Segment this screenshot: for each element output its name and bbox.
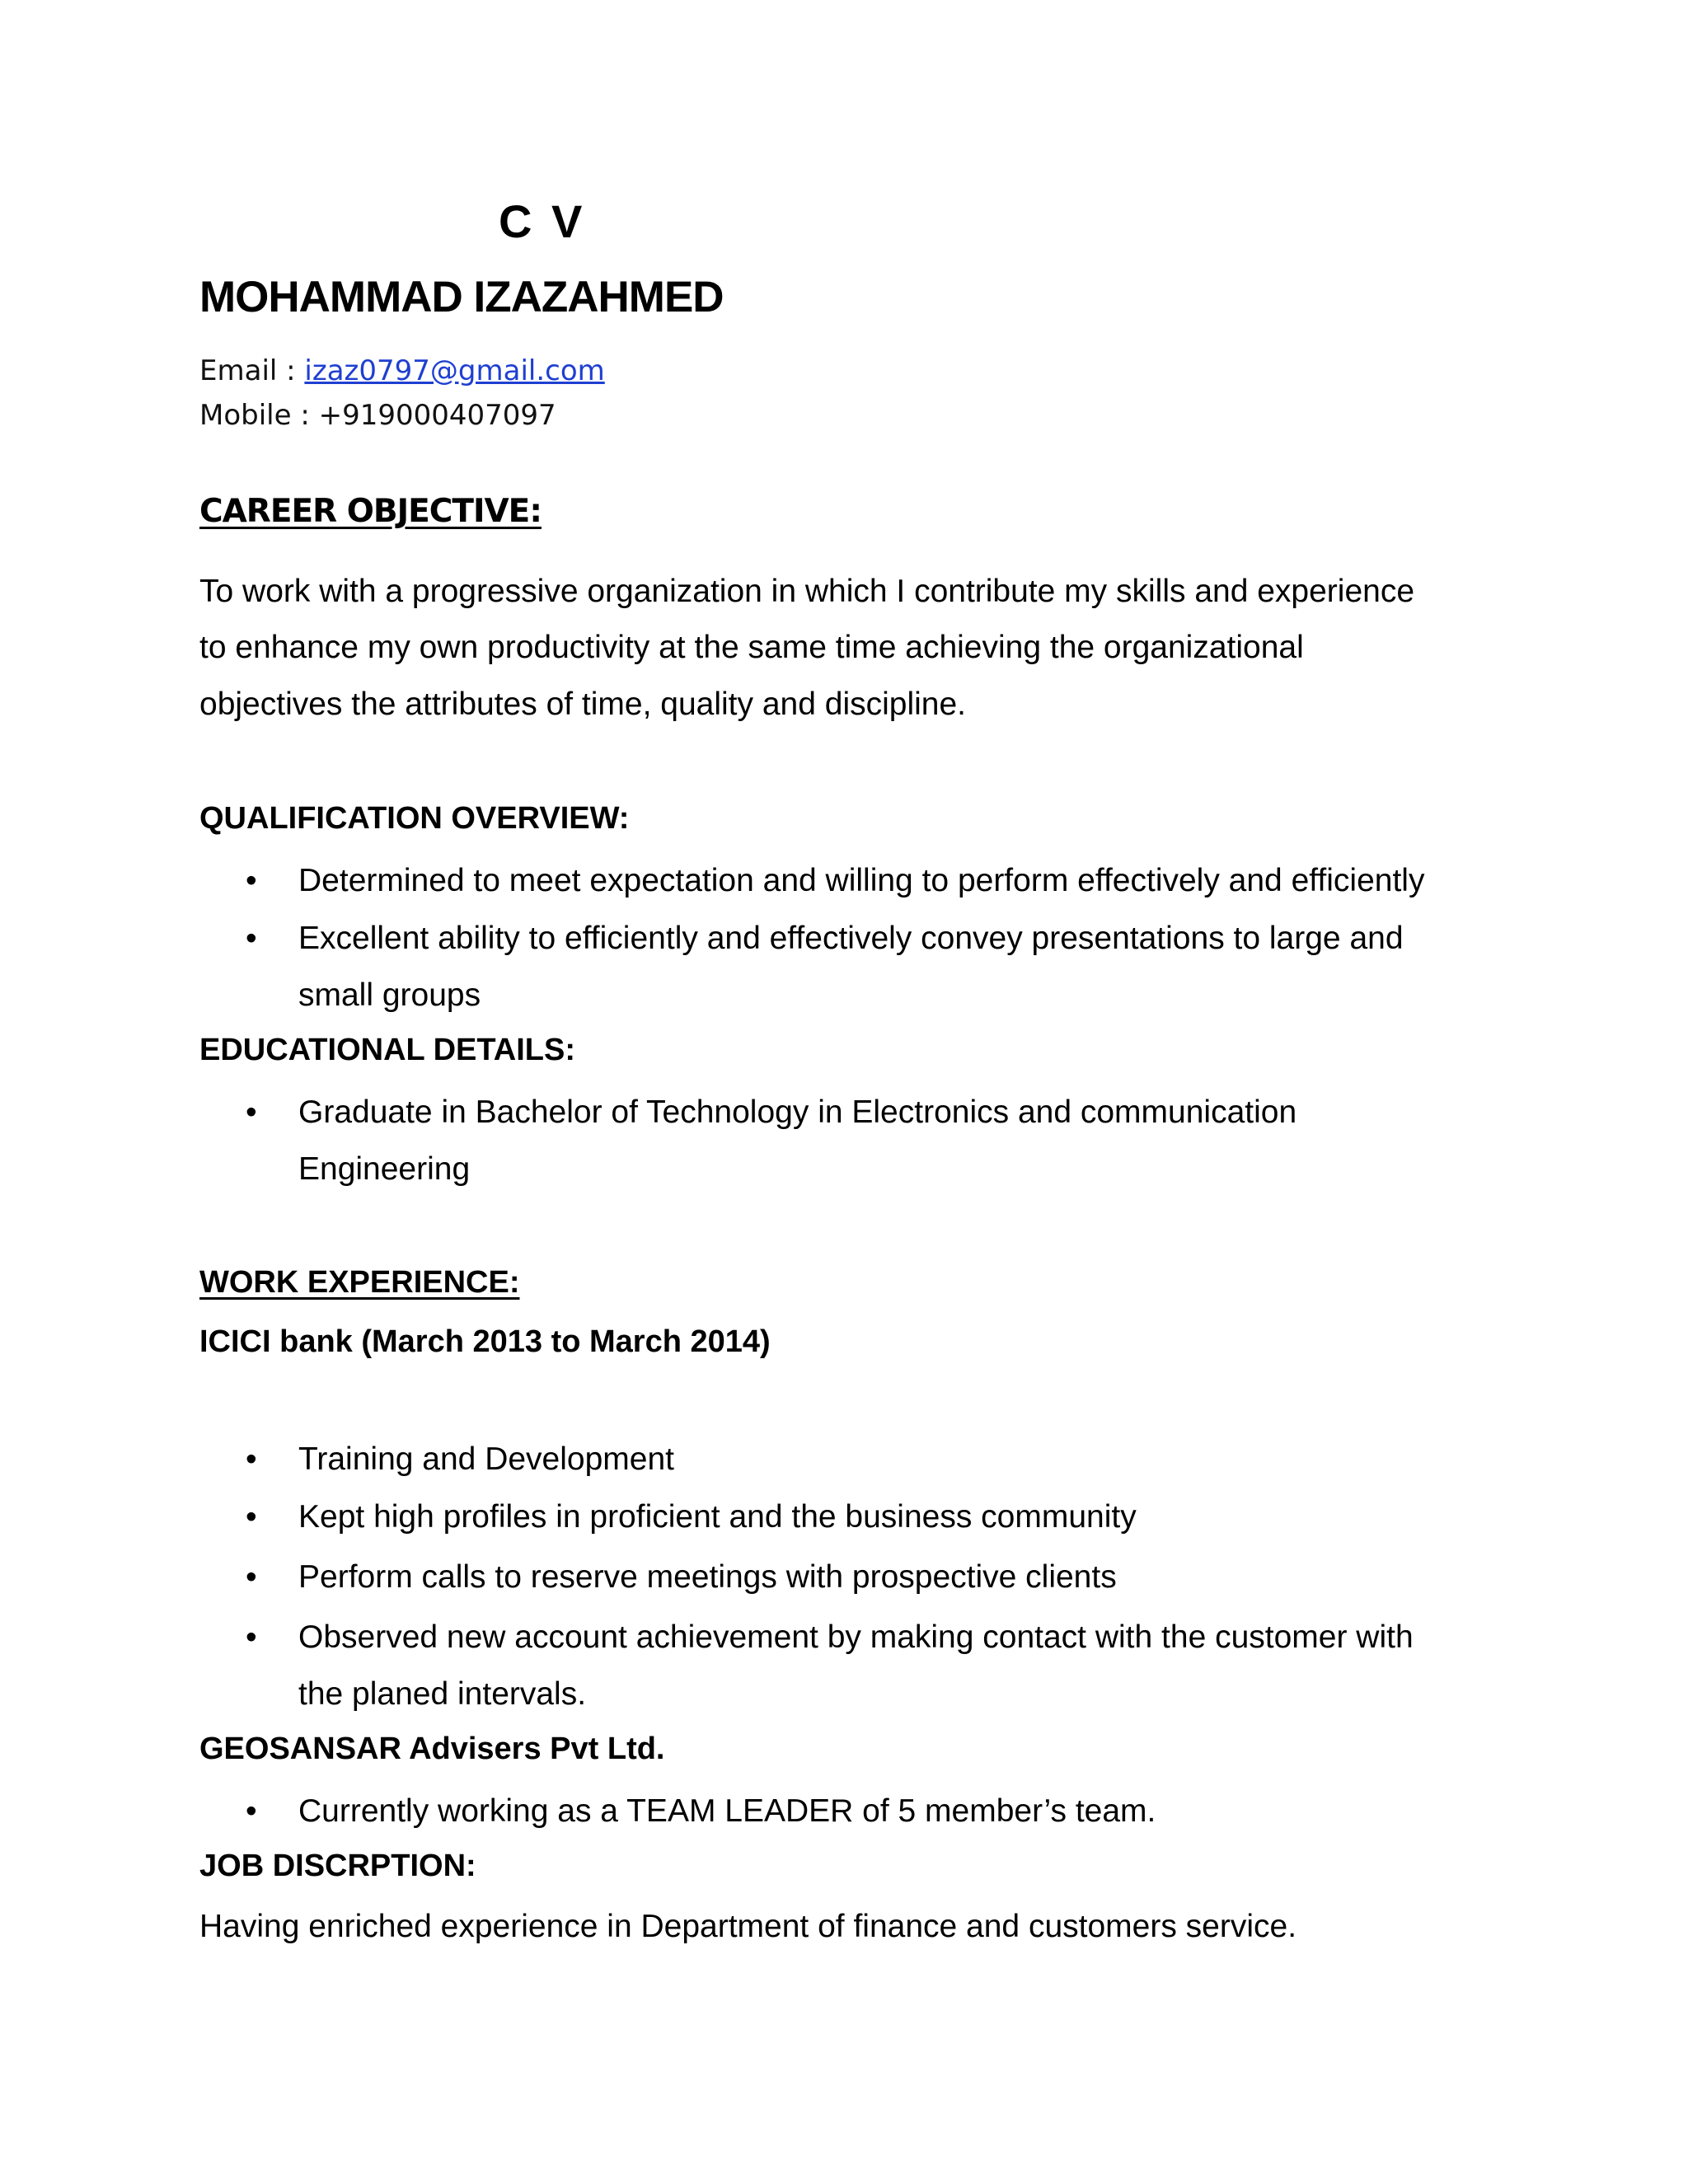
list-item-text: Perform calls to reserve meetings with prospective clients	[298, 1559, 1117, 1595]
list-item-text: small groups	[298, 977, 481, 1013]
career-objective-heading: CAREER OBJECTIVE:	[199, 493, 542, 530]
education-heading: EDUCATIONAL DETAILS:	[199, 1033, 575, 1067]
job-description-text: Having enriched experience in Department of finance and customers service.	[199, 1909, 1297, 1944]
list-item-text: Training and Development	[298, 1441, 674, 1477]
job-description-heading: JOB DISCRPTION:	[199, 1849, 476, 1883]
career-objective-line: To work with a progressive organization in which I contribute my skills and experience	[199, 574, 1415, 609]
bullet-icon: •	[246, 1619, 257, 1655]
bullet-icon: •	[246, 863, 257, 898]
list-item-text: Kept high profiles in proficient and the business community	[298, 1499, 1137, 1535]
career-objective-line: objectives the attributes of time, quality and discipline.	[199, 687, 967, 722]
list-item-text: Observed new account achievement by making contact with the customer with	[298, 1619, 1414, 1655]
document-title: C V	[499, 195, 586, 247]
bullet-icon: •	[246, 1559, 257, 1595]
bullet-icon: •	[246, 1441, 257, 1477]
employer-title: ICICI bank (March 2013 to March 2014)	[199, 1324, 771, 1359]
mobile-number: +919000407097	[318, 399, 556, 432]
email-line	[199, 354, 605, 387]
qualification-heading: QUALIFICATION OVERVIEW:	[199, 801, 630, 836]
list-item-text: the planed intervals.	[298, 1676, 587, 1712]
bullet-icon: •	[246, 1499, 257, 1535]
list-item-text: Excellent ability to efficiently and effectively convey presentations to large and	[298, 921, 1404, 956]
email-label: Email :	[199, 354, 305, 387]
bullet-icon: •	[246, 1793, 257, 1829]
mobile-line	[199, 399, 556, 432]
list-item-text: Determined to meet expectation and willing to perform effectively and efficiently	[298, 863, 1425, 898]
bullet-icon: •	[246, 1094, 257, 1130]
list-item-text: Graduate in Bachelor of Technology in Electronics and communication	[298, 1094, 1297, 1130]
mobile-label: Mobile :	[199, 399, 319, 432]
list-item-text: Currently working as a TEAM LEADER of 5 member’s team.	[298, 1793, 1156, 1829]
candidate-name: MOHAMMAD IZAZAHMED	[199, 273, 724, 321]
bullet-icon: •	[246, 921, 257, 956]
employer-title: GEOSANSAR Advisers Pvt Ltd.	[199, 1732, 665, 1766]
list-item-text: Engineering	[298, 1151, 471, 1187]
career-objective-line: to enhance my own productivity at the same time achieving the organizational	[199, 630, 1304, 665]
work-experience-heading: WORK EXPERIENCE:	[199, 1265, 520, 1300]
email-link[interactable]: izaz0797@gmail.com	[304, 354, 605, 387]
